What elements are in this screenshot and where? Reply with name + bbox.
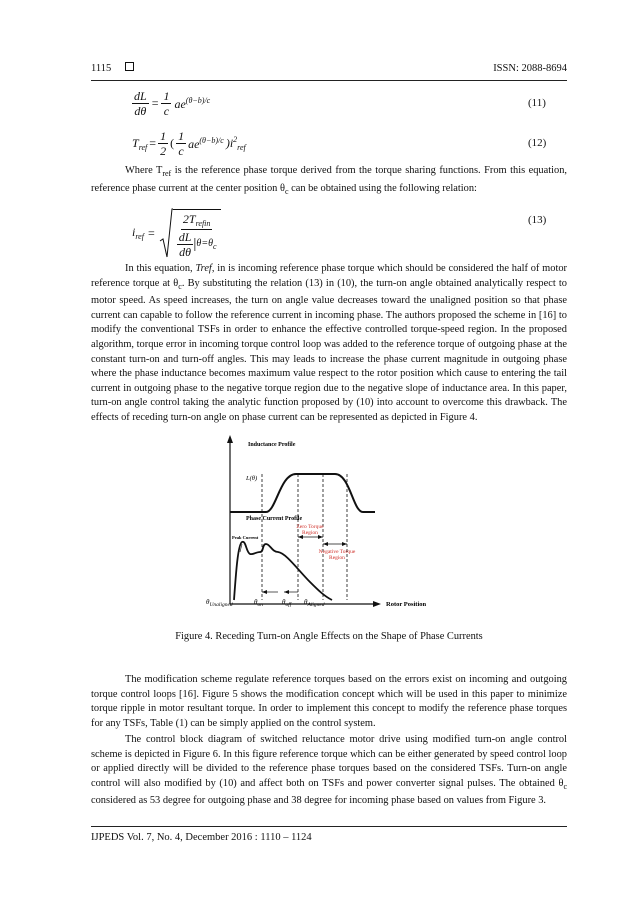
negative-torque-label-line1: Negative Torque xyxy=(318,549,356,555)
y-axis-arrow xyxy=(227,435,233,443)
peak-current-label: Peak Current xyxy=(232,535,259,540)
square-icon xyxy=(125,62,134,71)
paragraph-1: Where $T_{ref}$ is the reference phase torque derived from the torque sharing functions. From this equation, reference phase current at the center position $\theta_c$ can be obtained using the following relation: xyxy=(91,165,567,196)
turn-off-recede-arrowhead xyxy=(284,590,289,594)
negative-torque-arrowhead-right xyxy=(342,542,347,546)
paragraph-2: In this equation, Tref, in is incoming reference phase torque which should be considered the half of motor reference torque at $\theta_c$. By substituting the relation (13) in (10), the turn-on angle obtained analytically respect to motor speed. As speed increases, the turn on angle value decreases toward the unaligned position so that phase current can capable to follow the reference current in incoming phase. The authors proposed the scheme in [16] to modify the conventional TSFs in order to enhance the effective controlled torque-speed region. In the proposed algorithm, torque error in incoming torque control loop was added to the reference torque of outgoing phase at the constant turn-on and turn-off angles. This may leads to increase the phase current magnitude in outgoing phase where the phase inductance becomes maximum value respect to the rotor position which cause to entering the tail current in outgoing phase to the negative torque region due to the negative slope of inductance area. In this paper, turn-on angle control taking the analytic function proposed by (10) into account to overcome this drawback. The effects of receding turn-on angle on phase current can be represented as depicted in Figure 4. xyxy=(91,263,568,423)
footer-rule xyxy=(91,826,567,827)
footer-citation: IJPEDS Vol. 7, No. 4, December 2016 : 1110 – 1124 xyxy=(91,832,312,843)
equation-13-number: (13) xyxy=(528,214,547,226)
equation-13: $i_{ref}$ = $2T_{refin}$ $\frac{dL}{d\theta}$ | $\theta=\theta_c$ xyxy=(132,207,221,259)
phase-current-profile-label: Phase Current Profile xyxy=(246,516,303,522)
issn-label: ISSN: 2088-8694 xyxy=(493,63,567,74)
figure-4-diagram xyxy=(200,432,460,620)
equation-11: $\frac{dL}{d\theta}$ = $\frac{1}{c}$ $ae^{(\theta-b)/c}$ xyxy=(134,89,211,118)
figure-4-caption: Figure 4. Receding Turn-on Angle Effects on the Shape of Phase Currents xyxy=(175,631,483,642)
zero-torque-arrowhead-right xyxy=(318,535,323,539)
theta-aligned-label: $\theta_{Aligned}$ xyxy=(304,598,325,608)
phase-current-curve xyxy=(234,542,332,600)
equation-12: $T_{ref}$ = $\frac{1}{2}$ ( $\frac{1}{c}$ $ae^{(\theta-b)/c}$ )$i^2_{ref}$ xyxy=(132,129,246,158)
x-axis-arrow xyxy=(373,601,381,607)
turn-on-recede-arrowhead xyxy=(262,590,267,594)
page-number: 1115 xyxy=(91,63,112,74)
negative-torque-arrowhead-left xyxy=(323,542,328,546)
paragraph-3: The modification scheme regulate reference torques based on the errors exist on incoming and outgoing torque control loops [16]. Figure 5 shows the modification concept which will be used in this paper to minimize torque ripple in motor resultant torque. In order to implement this concept to modify the reference phase torques for any TSFs, Table (1) can be simply applied on the control system. xyxy=(91,674,567,729)
sqrt-sign xyxy=(159,207,173,259)
zero-torque-label-line1: Zero Torque xyxy=(296,524,324,530)
inductance-profile-label: Inductance Profile xyxy=(248,442,296,448)
zero-torque-label-line2: Region xyxy=(302,530,318,536)
rotor-position-label: Rotor Position xyxy=(386,601,427,608)
theta-unaligned-label: $\theta_{Unaligned}$ xyxy=(206,598,233,608)
theta-off-label: $\theta_{off}$ xyxy=(282,598,292,608)
equation-12-number: (12) xyxy=(528,137,547,149)
paragraph-4: The control block diagram of switched reluctance motor drive using modified turn-on angle control scheme is depicted in Figure 6. In this figure reference torque which can be either generated by speed control loop or applied directly will be divided to the reference phase torques based on the considered TSFs. Turn-on angle control will also modified by (10) and affect both on TSFs and power converter signal pulses. The obtained $\theta_c$ considered as 53 degree for outgoing phase and 38 degree for incoming phase based on values from Figure 3. xyxy=(91,734,567,807)
equation-11-number: (11) xyxy=(528,97,546,109)
theta-on-label: $\theta_{on}$ xyxy=(254,598,263,608)
header-rule xyxy=(91,80,567,81)
l-theta-label: L(θ) xyxy=(246,475,258,482)
negative-torque-label-line2: Region xyxy=(329,555,345,561)
